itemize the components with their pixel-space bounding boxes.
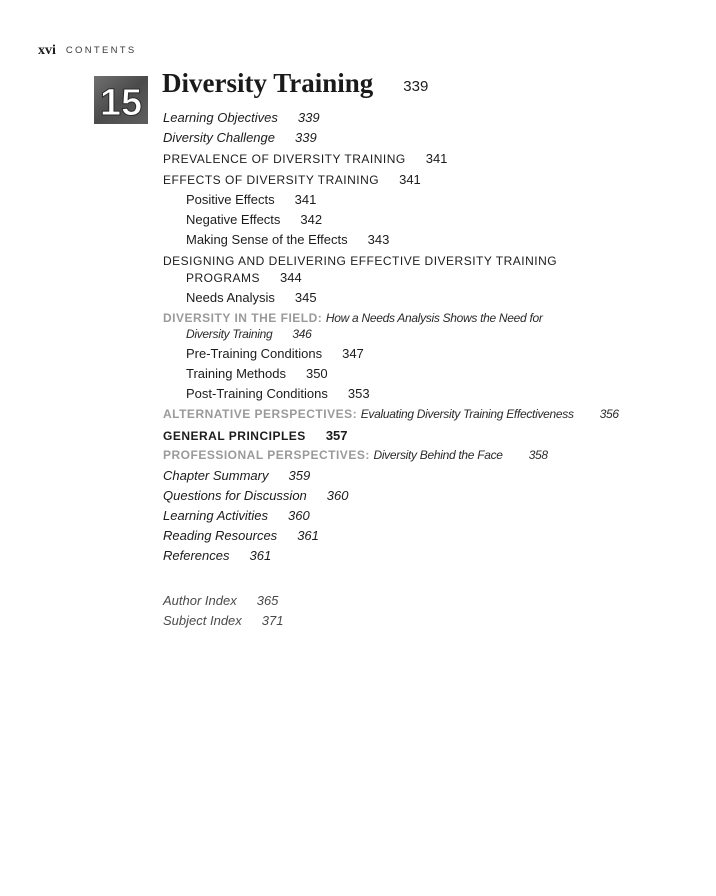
entry-page: 356 [599,407,619,421]
entry-label: PROFESSIONAL PERSPECTIVES: [163,448,370,462]
entry-label: Learning Objectives [163,110,278,125]
entry-label: Author Index [163,593,237,608]
toc-entry-designing[interactable] [163,253,557,269]
toc-entry-chapter-summary[interactable] [163,468,310,484]
entry-label: Positive Effects [186,192,275,207]
entry-page: 360 [288,508,310,523]
entry-subtitle: How a Needs Analysis Shows the Need for [325,311,543,325]
toc-entry-general-principles[interactable] [163,428,348,444]
entry-page: 339 [295,130,317,145]
toc-entry-prevalence[interactable] [163,151,447,167]
entry-label: ALTERNATIVE PERSPECTIVES: [163,407,358,421]
entry-page: 350 [305,366,328,381]
entry-page: 371 [261,613,284,628]
running-head: CONTENTS [65,45,137,56]
toc-entry-needs-analysis[interactable] [186,290,317,306]
entry-page: 353 [347,386,370,401]
chapter-number-graphic [94,76,148,124]
toc-entry-learning-activities[interactable] [163,508,310,524]
entry-page: 360 [326,488,349,503]
toc-entry-diversity-challenge[interactable] [163,130,317,146]
entry-page: 346 [292,327,312,341]
entry-page: 341 [399,172,421,187]
entry-label: Subject Index [163,613,242,628]
toc-entry-alternative[interactable] [163,406,619,422]
entry-label: DESIGNING AND DELIVERING EFFECTIVE DIVERSITY TRAINING [163,254,558,268]
chapter-number: 15 [99,82,143,124]
entry-page: 342 [300,212,323,227]
entry-label: Chapter Summary [163,468,269,483]
toc-entry-learning-objectives[interactable] [163,110,320,126]
toc-entry-post-training[interactable] [186,386,370,402]
toc-entry-designing-cont[interactable] [186,270,302,286]
entry-label: Reading Resources [163,528,278,543]
entry-label: GENERAL PRINCIPLES [163,429,306,443]
toc-entry-training-methods[interactable] [186,366,328,382]
entry-label: Training Methods [186,366,286,381]
entry-label: Post-Training Conditions [186,386,328,401]
toc-entry-effects[interactable] [163,172,421,188]
toc-entry-positive-effects[interactable] [186,192,316,208]
toc-entry-diversity-field-cont[interactable] [186,326,312,342]
page-number: xvi [38,43,56,58]
toc-entry-pre-training[interactable] [186,346,364,362]
entry-subtitle: Diversity Training [186,327,273,341]
entry-label: Questions for Discussion [163,488,307,503]
entry-label: References [163,548,230,563]
entry-label: Making Sense of the Effects [186,232,348,247]
entry-page: 347 [342,346,364,361]
entry-page: 341 [294,192,317,207]
entry-page: 358 [528,448,548,462]
entry-label: EFFECTS OF DIVERSITY TRAINING [163,173,380,187]
entry-label: Learning Activities [163,508,269,523]
entry-page: 344 [280,270,302,285]
entry-label: Needs Analysis [186,290,275,305]
entry-page: 361 [297,528,319,543]
entry-label: Diversity Challenge [163,130,275,145]
entry-label: PROGRAMS [186,271,261,285]
entry-page: 365 [256,593,279,608]
entry-page: 357 [325,428,348,443]
toc-entry-diversity-field[interactable] [163,310,543,326]
entry-page: 345 [294,290,317,305]
toc-entry-questions[interactable] [163,488,348,504]
toc-entry-author-index[interactable] [163,593,278,609]
entry-subtitle: Evaluating Diversity Training Effectiveness [360,407,574,421]
entry-page: 339 [297,110,320,125]
toc-entry-reading-resources[interactable] [163,528,319,544]
toc-entry-subject-index[interactable] [163,613,283,629]
entry-label: Pre-Training Conditions [186,346,323,361]
entry-subtitle: Diversity Behind the Face [373,448,503,462]
entry-page: 361 [249,548,272,563]
toc-entry-professional[interactable] [163,447,548,463]
chapter-title: Diversity Training [162,68,374,98]
toc-entry-negative-effects[interactable] [186,212,322,228]
toc-entry-references[interactable] [163,548,271,564]
entry-page: 341 [425,151,448,166]
chapter-page: 339 [403,78,429,95]
entry-label: DIVERSITY IN THE FIELD: [163,311,323,325]
running-header [38,41,137,59]
chapter-heading[interactable] [162,68,428,99]
chapter-number-badge [94,76,148,124]
entry-page: 359 [288,468,311,483]
entry-page: 343 [367,232,390,247]
entry-label: Negative Effects [186,212,281,227]
entry-label: PREVALENCE OF DIVERSITY TRAINING [163,152,406,166]
toc-entry-making-sense[interactable] [186,232,389,248]
